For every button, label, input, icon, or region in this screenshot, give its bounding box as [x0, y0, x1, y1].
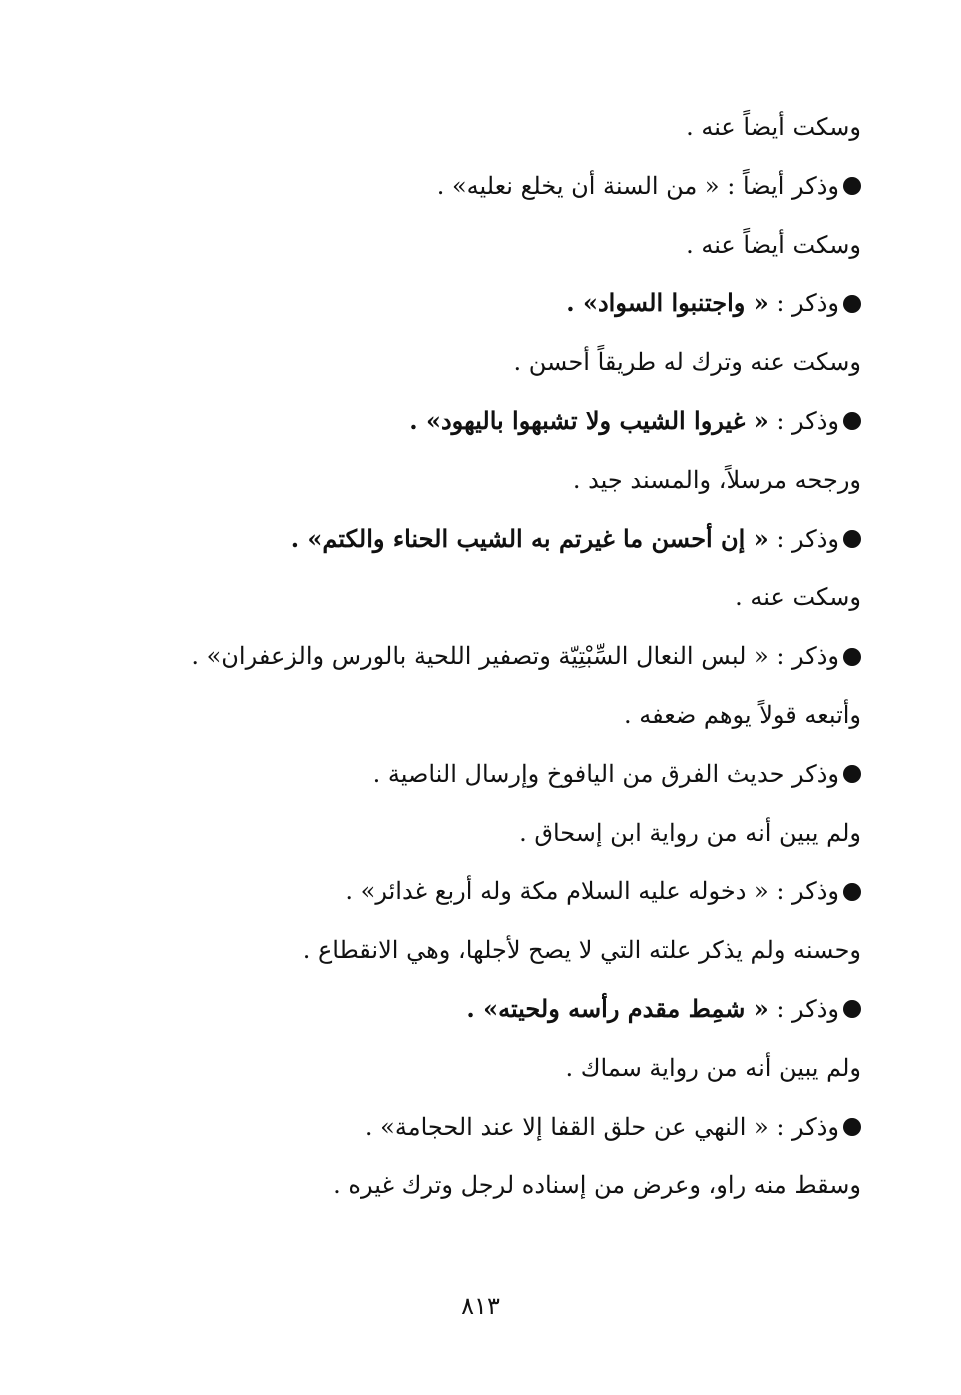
entry-quote: « شمِط مقدم رأسه ولحيته» .	[466, 993, 769, 1023]
entry-prefix: وذكر أيضاً :	[719, 171, 839, 200]
bullet-icon	[843, 177, 861, 195]
entry-prefix: وذكر :	[768, 877, 839, 906]
comment-line	[221, 333, 861, 392]
entry-text	[409, 392, 839, 451]
comment-line	[221, 98, 861, 157]
entry-text	[345, 862, 839, 921]
entry-line	[221, 510, 861, 569]
entry-prefix: وذكر :	[768, 994, 839, 1023]
entry-prefix: وذكر :	[768, 289, 839, 318]
bullet-icon	[843, 883, 861, 901]
entry-line	[221, 862, 861, 921]
entry-line	[221, 157, 861, 216]
entry-text	[437, 157, 839, 216]
entry-line	[221, 980, 861, 1039]
comment-line	[221, 921, 861, 980]
entry-quote: « لبس النعال السِّبْتِيّة وتصفير اللحية بالورس والزعفران» .	[191, 642, 769, 671]
entry-line	[221, 1098, 861, 1157]
bullet-icon	[843, 1000, 861, 1018]
comment-line	[221, 804, 861, 863]
comment-text: وحسنه ولم يذكر علته التي لا يصح لأجلها، وهي الانقطاع .	[302, 936, 861, 965]
entry-line	[221, 392, 861, 451]
entry-quote: « واجتنبوا السواد» .	[566, 288, 769, 318]
entry-line	[191, 627, 861, 686]
comment-text: وسكت أيضاً عنه .	[686, 230, 861, 259]
bullet-icon	[843, 295, 861, 313]
comment-text: ولم يبين أنه من رواية سماك .	[565, 1053, 861, 1082]
entry-text	[365, 1098, 839, 1157]
comment-text: وسكت عنه .	[735, 583, 861, 612]
comment-line	[221, 216, 861, 275]
entry-text	[373, 745, 839, 804]
comment-line	[221, 568, 861, 627]
entry-quote: « غيروا الشيب ولا تشبهوا باليهود» .	[409, 405, 769, 435]
entry-quote: « دخوله عليه السلام مكة وله أربع غدائر» .	[345, 877, 769, 906]
entry-prefix: وذكر :	[768, 1112, 839, 1141]
bullet-icon	[843, 530, 861, 548]
comment-line	[221, 1039, 861, 1098]
bullet-icon	[843, 412, 861, 430]
entry-line	[221, 274, 861, 333]
comment-text: وسكت عنه وترك له طريقاً أحسن .	[513, 348, 861, 377]
comment-line	[221, 451, 861, 510]
entry-text	[291, 510, 839, 569]
entry-text	[566, 274, 839, 333]
entry-text	[466, 980, 839, 1039]
entry-quote: « النهي عن حلق القفا إلا عند الحجامة» .	[364, 1112, 769, 1141]
entry-prefix: وذكر :	[768, 406, 839, 435]
entry-prefix: وذكر :	[768, 642, 839, 671]
comment-text: ورجحه مرسلاً، والمسند جيد .	[572, 465, 861, 494]
comment-line	[221, 686, 861, 745]
bullet-icon	[843, 1118, 861, 1136]
bullet-icon	[843, 648, 861, 666]
entry-text	[191, 627, 839, 686]
comment-line	[221, 1156, 861, 1215]
comment-text: وسقط منه راو، وعرض من إسناده لرجل وترك غيره .	[333, 1171, 861, 1200]
text-body	[191, 98, 861, 1215]
entry-line	[221, 745, 861, 804]
page-number: ٨١٣	[461, 1292, 500, 1320]
bullet-icon	[843, 765, 861, 783]
entry-quote: « من السنة أن يخلع نعليه» .	[436, 171, 720, 200]
comment-text: وأتبعه قولاً يوهم ضعفه .	[624, 700, 861, 729]
comment-text: ولم يبين أنه من رواية ابن إسحاق .	[519, 818, 861, 847]
comment-text: وسكت أيضاً عنه .	[686, 113, 861, 141]
entry-quote: « إن أحسن ما غيرتم به الشيب الحناء والكتم» .	[290, 523, 769, 553]
entry-prefix: وذكر حديث الفرق من اليافوخ وإرسال الناصية .	[372, 759, 839, 788]
entry-prefix: وذكر :	[768, 524, 839, 553]
